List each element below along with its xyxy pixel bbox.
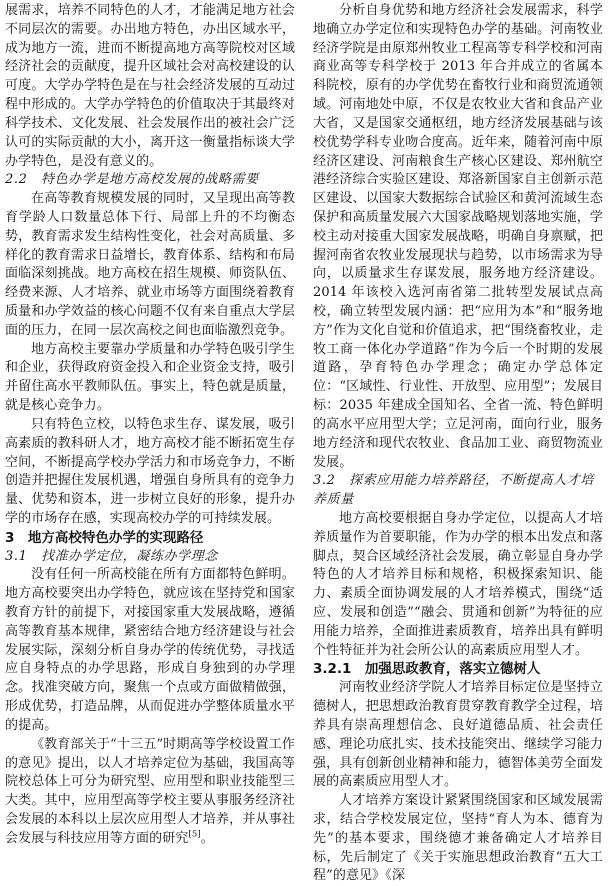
- paragraph: 地方高校要根据自身办学定位，以提高人才培养质量作为首要职能，作为办学的根本出发点和落脚点，契合区域经济社会发展，确立彰显自身办学特色的人才培养目标和规格，积极探索知识、能力、素质全面协调发展的人才培养模式，围绕“适应、发展和创造”“融会、贯通和创新”为特征的应用能力培养，全面推进素质教育，培养出具有鲜明个性特征并为社会所公认的高素质应用型人才。: [313, 510, 603, 658]
- subsection-heading: 2.2 特色办学是地方高校发展的战略需要: [5, 172, 259, 188]
- section-heading: 3.2.1 加强思政教育，落实立德树人: [313, 661, 541, 678]
- text-column-left: [5, 2, 295, 846]
- paragraph: 只有特色立校，以特色求生存、谋发展，吸引高素质的教科研人才，地方高校才能不断拓宽生存空间，不断提高学校办学活力和市场竞争力，不断创造并把握住发展机遇，增强自身所具有的竞争力量、优势和资本，进一步树立良好的形象，提升办学的市场存在感，实现高校办学的可持续发展。: [5, 416, 295, 526]
- paragraph: 在高等教育规模发展的同时，又呈现出高等教育学龄人口数量总体下行、局部上升的不均衡态势，教育需求发生结构性变化，社会对高质量、多样化的教育需求日益增长，教育体系、结构和布局面临深刻挑战。地方高校在招生规模、师资队伍、经费来源、人才培养、就业市场等方面围绕着教育质量和办学效益的核心问题不仅有来自重点大学层面的压力，在同一层次高校之间也面临激烈竞争。: [5, 191, 295, 338]
- text-column-right: [313, 2, 603, 884]
- paragraph: 河南牧业经济学院人才培养目标定位是坚持立德树人，把思想政治教育贯穿教育教学全过程，培养具有崇高理想信念、良好道德品质、社会责任感、理论功底扎实、技术技能突出、继续学习能力强，具有创新创业精神和能力，德智体美劳全面发展的高素质应用型人才。: [313, 680, 603, 790]
- paragraph: 地方高校主要靠办学质量和办学特色吸引学生和企业，获得政府资金投入和企业资金支持，吸引并留住高水平教师队伍。事实上，特色就是质量，就是核心竞争力。: [5, 341, 295, 414]
- paragraph: 分析自身优势和地方经济社会发展需求，科学地确立办学定位和实现特色办学的基础。河南牧业经济学院是由原郑州牧业工程高等专科学校和河南商业高等专科学校于 2013 年合并成立的省属本科院校，原有的办学优势在畜牧行业和商贸流通领域。河南地处中原，不仅是农牧业大省和食品产业大省，又是国家交通枢纽，地方经济发展基础与该校优势学科专业吻合度高。近年来，随着河南中原经济区建设、河南粮食生产核心区建设、郑州航空港经济综合实验区建设、郑洛新国家自主创新示范区建设、以国家大数据综合试验区和黄河流域生态保护和高质量发展六大国家战略规划落地实施，学校主动对接重大国家发展战略，明确自身禀赋，把握河南省农牧业发展现状与趋势，以市场需求为导向，以质量求生存谋发展，服务地方经济建设。2014 年该校入选河南省第二批转型发展试点高校，确立转型发展内涵：把“应用为本”和“服务地方”作为文化自觉和价值追求，把“围绕畜牧业，走牧工商一体化办学道路”作为今后一个时期的发展道路，孕育特色办学理念；确定办学总体定位：“区域性、行业性、开放型、应用型”；发展目标：2035 年建成全国知名、全省一流、特色鲜明的高水平应用型大学；立足河南，面向行业，服务地方经济和现代农牧业、食品加工业、商贸物流业发展。: [313, 3, 603, 470]
- citation-marker: [5]: [188, 829, 201, 840]
- subsection-heading: 3.2 探索应用能力培养路径，不断提高人才培养质量: [313, 473, 594, 508]
- paragraph: 没有任何一所高校能在所有方面都特色鲜明。地方高校要突出办学特色，就应该在坚持党和国家教育方针的前提下，对接国家重大发展战略，遵循高等教育基本规律，紧密结合地方经济建设与社会发展实际，深刻分析自身办学的传统优势，寻找适应自身特点的办学思路，形成自身独到的办学理念。找准突破方向，聚焦一个点或方面做精做强，形成优势，打造品牌，从而促进办学整体质量水平的提高。: [5, 567, 295, 733]
- paragraph: 人才培养方案设计紧紧围绕国家和区域发展需求，结合学校发展定位，坚持“育人为本、德育为先”的基本要求，围绕德才兼备确定人才培养目标，先后制定了《关于实施思想政治教育“五大工程”的意见》《深: [313, 793, 603, 884]
- paragraph: 《教育部关于“十三五”时期高等学校设置工作的意见》提出，以人才培养定位为基础，我国高等院校总体上可分为研究型、应用型和职业技能型三大类。其中，应用型高等学校主要从事服务经济社会发展的本科以上层次应用型人才培养，并从事社会发展与科技应用等方面的研究[5]。: [5, 736, 295, 846]
- section-heading: 3 地方高校特色办学的实现路径: [5, 529, 204, 546]
- paragraph: 展需求，培养不同特色的人才，才能满足地方社会不同层次的需要。办出地方特色，办出区域水平，成为地方一流，进而不断提高地方高等院校对区域经济社会的贡献度，提升区域社会对高校建设的认可度。大学办学特色是在与社会经济发展的互动过程中形成的。大学办学特色的价值取决于其最终对科学技术、文化发展、社会发展作出的被社会广泛认可的实际贡献的大小，离开这一衡量指标谈大学办学特色，是没有意义的。: [5, 3, 295, 169]
- subsection-heading: 3.1 找准办学定位，凝练办学理念: [5, 548, 218, 564]
